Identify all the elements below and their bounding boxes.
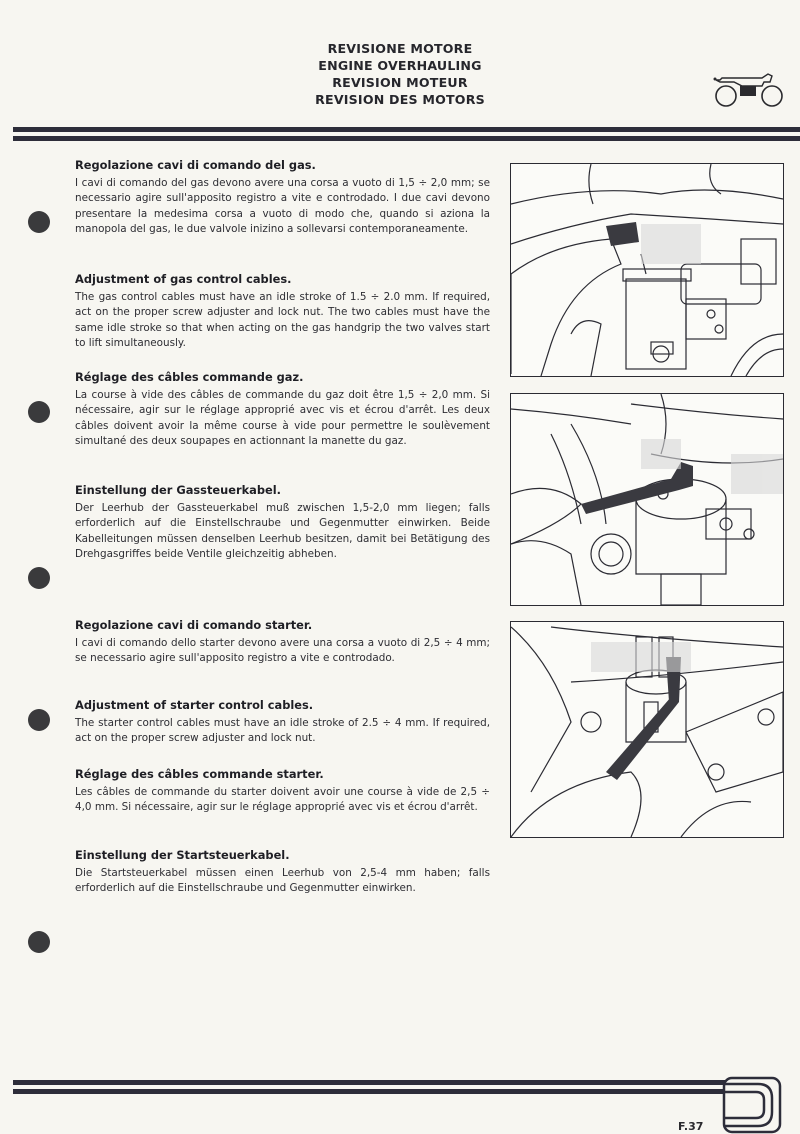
section-heading: Regolazione cavi di comando del gas. [75,158,316,172]
section-heading: Regolazione cavi di comando starter. [75,618,313,632]
header-rule-top [13,127,800,132]
figure-starter-cable-wrench [510,621,784,838]
motorcycle-icon [712,72,784,108]
brand-logo-icon [722,1076,782,1134]
section-heading: Réglage des câbles commande gaz. [75,370,304,384]
section-body: I cavi di comando del gas devono avere una corsa a vuoto di 1,5 ÷ 2,0 mm; se necessario agire sull'apposito registro a vite e controdado. I due cavi devono presentare la medesima corsa a vuoto di modo che, quando si aziona la manopola del gas, le due valvole inizino a sollevarsi contemporaneamente. [75,177,490,235]
starter-wrench-illustration [511,622,783,837]
footer-rule-bottom [13,1089,725,1094]
section-body: Les câbles de commande du starter doivent avoir une course à vide de 2,5 ÷ 4,0 mm. Si nécessaire, agir sur le réglage approprié avec vis et écrou d'arrêt. [75,786,490,814]
header-rule-bottom [13,136,800,141]
page-number: F.37 [678,1120,704,1133]
figure-gas-cable-boot [510,163,784,377]
title-german: REVISION DES MOTORS [315,92,485,107]
binder-hole [28,211,50,233]
section-gas-en [75,272,490,351]
section-body: The starter control cables must have an idle stroke of 2.5 ÷ 4 mm. If required, act on the proper screw adjuster and lock nut. [75,717,490,745]
binder-hole [28,401,50,423]
title-english: ENGINE OVERHAULING [318,58,482,73]
binder-hole [28,567,50,589]
section-gas-fr [75,370,490,449]
section-starter-fr [75,767,490,816]
section-starter-it [75,618,490,667]
section-heading: Einstellung der Startsteuerkabel. [75,848,290,862]
title-french: REVISION MOTEUR [332,75,468,90]
section-starter-en [75,698,490,747]
carburettor-illustration [511,164,783,376]
section-gas-de [75,483,490,562]
carburettor-wrench-illustration [511,394,783,605]
footer-rule-top [13,1080,725,1085]
section-heading: Adjustment of gas control cables. [75,272,292,286]
section-heading: Einstellung der Gassteuerkabel. [75,483,281,497]
title-italian: REVISIONE MOTORE [327,41,473,56]
section-gas-it [75,158,490,237]
section-heading: Adjustment of starter control cables. [75,698,314,712]
section-body: I cavi di comando dello starter devono avere una corsa a vuoto di 2,5 ÷ 4 mm; se necessario agire sull'apposito registro a vite e controdado. [75,637,490,665]
binder-hole [28,709,50,731]
figure-gas-cable-wrench [510,393,784,606]
section-body: Der Leerhub der Gassteuerkabel muß zwischen 1,5-2,0 mm liegen; falls erforderlich auf die Einstellschraube und Gegenmutter einwirken. Beide Kabelleitungen müssen denselben Leerhub besitzen, damit bei Betätigung des Drehgasgriffes beide Ventile gleichzeitig abheben. [75,502,490,560]
section-body: The gas control cables must have an idle stroke of 1.5 ÷ 2.0 mm. If required, act on the proper screw adjuster and lock nut. The two cables must have the same idle stroke so that when acting on the gas handgrip the two valves start to lift simultaneously. [75,291,490,349]
binder-hole [28,931,50,953]
section-body: Die Startsteuerkabel müssen einen Leerhub von 2,5-4 mm haben; falls erforderlich auf die Einstellschraube und Gegenmutter einwirken. [75,867,490,895]
section-body: La course à vide des câbles de commande du gaz doit être 1,5 ÷ 2,0 mm. Si nécessaire, agir sur le réglage approprié avec vis et écrou d'arrêt. Les deux câbles doivent avoir la même course à vide pour permettre le soulèvement simultané des deux soupapes en actionnant la manette du gaz. [75,389,490,447]
section-heading: Réglage des câbles commande starter. [75,767,324,781]
section-starter-de [75,848,490,897]
